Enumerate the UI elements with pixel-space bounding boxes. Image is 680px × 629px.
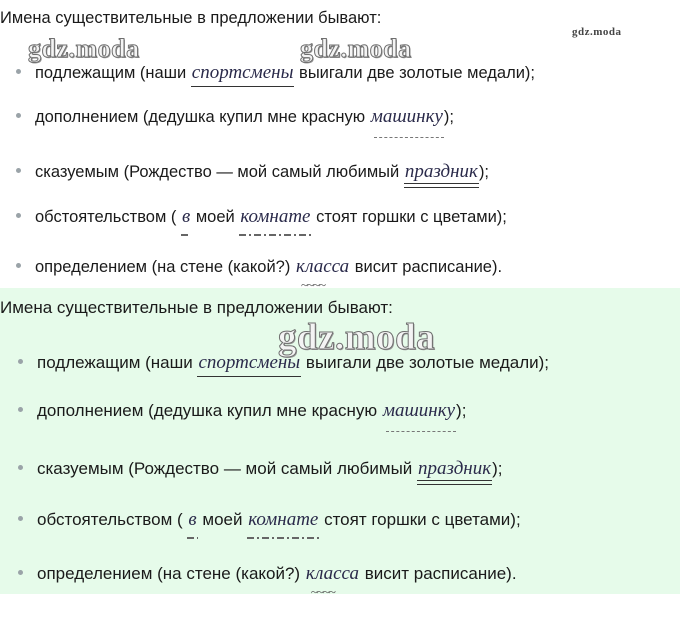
item-text: висит расписание). <box>350 258 503 276</box>
watermark-logo: gdz.moda <box>278 317 436 358</box>
subject-word: спортсмены <box>191 62 294 83</box>
adverbial-word: в <box>188 509 197 530</box>
bullet-icon <box>18 570 23 575</box>
list-item <box>16 206 507 228</box>
item-text: выигали две золотые медали); <box>294 64 536 82</box>
heading: Имена существительные в предложении бывают: <box>0 298 393 317</box>
bullet-icon <box>16 168 21 173</box>
solution-block-2 <box>0 288 680 594</box>
watermark-logo: gdz.moda <box>300 34 412 63</box>
item-text: сказуемым (Рождество — мой самый любимый <box>37 459 418 478</box>
item-text: сказуемым (Рождество — мой самый любимый <box>35 163 404 181</box>
predicate-word: праздник <box>404 161 478 182</box>
bullet-icon <box>18 516 23 521</box>
item-text: ); <box>456 401 467 420</box>
item-text: обстоятельством ( <box>35 208 181 226</box>
watermark-logo: gdz.moda <box>28 34 140 63</box>
item-text: стоят горшки с цветами); <box>319 510 521 529</box>
watermark-logo: gdz.moda <box>572 26 622 38</box>
item-text: ); <box>492 459 503 478</box>
list-item <box>18 352 549 374</box>
bullet-icon <box>16 113 21 118</box>
item-text: висит расписание). <box>360 564 517 583</box>
item-text: ); <box>478 163 490 181</box>
subject-word: спортсмены <box>198 352 301 373</box>
object-word: машинку <box>382 400 456 421</box>
attribute-word: класса ~~~~ <box>295 256 350 278</box>
bullet-icon <box>18 359 23 364</box>
list-item <box>18 458 503 480</box>
bullet-icon <box>18 407 23 412</box>
item-text: стоят горшки с цветами); <box>311 208 507 226</box>
item-text: обстоятельством ( <box>37 510 188 529</box>
solution-block-1 <box>0 0 680 288</box>
item-text: моей <box>191 208 240 226</box>
item-text: дополнением (дедушка купил мне красную <box>37 401 382 420</box>
item-text: подлежащим (наши <box>35 64 191 82</box>
bullet-icon <box>16 263 21 268</box>
list-item <box>18 400 466 422</box>
heading: Имена существительные в предложении бывают: <box>0 9 382 27</box>
list-item <box>16 161 489 183</box>
bullet-icon <box>16 213 21 218</box>
item-text: моей <box>197 510 248 529</box>
adverbial-word: комнате <box>248 509 319 530</box>
adverbial-word: комнате <box>240 206 311 227</box>
list-item <box>18 563 517 585</box>
item-text: определением (на стене (какой?) <box>35 258 295 276</box>
object-word: машинку <box>370 106 443 127</box>
item-text: ); <box>443 108 454 126</box>
item-text: определением (на стене (какой?) <box>37 564 305 583</box>
item-text: выигали две золотые медали); <box>301 353 550 372</box>
list-item <box>18 509 521 531</box>
list-item <box>16 256 502 278</box>
attribute-word: класса ~~~~ <box>305 563 360 585</box>
item-text: подлежащим (наши <box>37 353 198 372</box>
predicate-word: праздник <box>418 458 492 479</box>
bullet-icon <box>18 465 23 470</box>
bullet-icon <box>16 69 21 74</box>
adverbial-word: в <box>181 206 191 227</box>
list-item <box>16 62 535 84</box>
list-item <box>16 106 454 128</box>
item-text: дополнением (дедушка купил мне красную <box>35 108 370 126</box>
